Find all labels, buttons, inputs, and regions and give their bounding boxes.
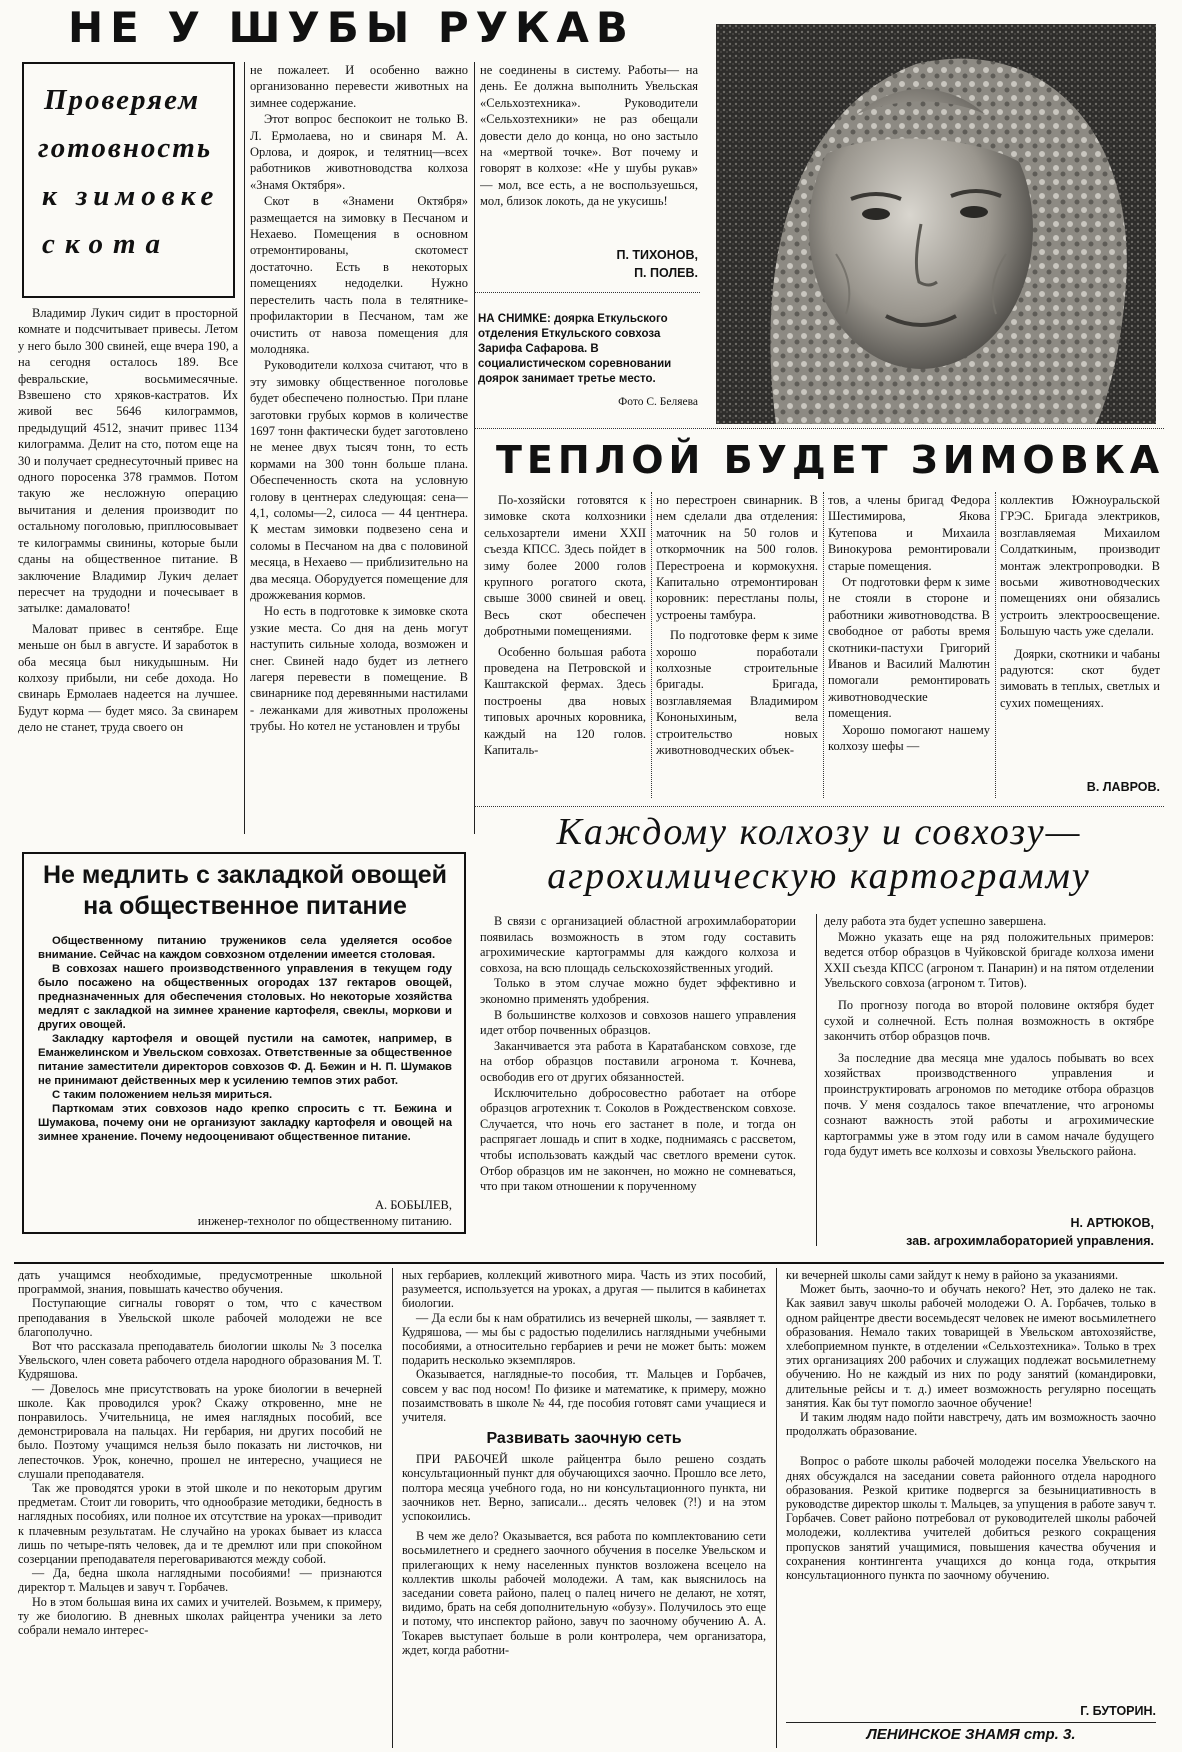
article2-column-4 (1000, 492, 1160, 782)
article4-paragraph: ПРИ РАБОЧЕЙ школе райцентра было решено создать консультационный пункт для обучающихся заочно. Прошло все лето, полтора месяца учебного года, но ни консультационного пункта, ни заочников нет. Верно, записали... десять человек (?!) и на этом успокоились. (402, 1452, 766, 1524)
page-footer: ЛЕНИНСКОЕ ЗНАМЯ стр. 3. (866, 1726, 1076, 1743)
photo-caption (478, 312, 700, 387)
article3-position: зав. агрохимлабораторией управления. (906, 1234, 1154, 1248)
article1-signature (560, 246, 698, 282)
headline-kartogramma-line-2: агрохимическую картограмму (547, 855, 1091, 897)
article4-paragraph: Может быть, заочно-то и обучать некого? Нет, это далеко не так. Как заявил завуч школы рабочей молодежи О. А. Горбачев, только в одном райцентре двести восемьдесят человек не имеют восьмилетнего образования. Немало таких товарищей в Увельском автохозяйстве, хлебоприемном пункте, в отделении «Сельхозтехника». Только в трех этих организациях 200 рабочих и служащих подлежат восьмилетнему обучению. Но не каждый из них по роду занятий (командировки, длительные рейсы и т. д.) имеет возможность регулярно посещать занятия. Как бы тут помогло заочное обучение! (786, 1282, 1156, 1410)
article4-paragraph: ных гербариев, коллекций животного мира. Часть из этих пособий, разумеется, используется на уроках, а другая — пылится в кабинетах биологии. (402, 1268, 766, 1311)
article3-paragraph: Можно указать еще на ряд положительных примеров: ведется отбор образцов в Чуйковской бригаде колхоза имени XXII съезда КПСС (агроном т. Панарин) и на пятом отделении Увельского совхоза (агроном т. Титов). (824, 929, 1154, 991)
article1-paragraph: Маловат привес в сентябре. Еще меньше он был в августе. И заработок в оба месяца был никудышным. Ни колхозу прибыли, ни себе дохода. Но свинарь Ермолаев надеется на лучшее. Будут корма — будет мясо. За свинарем дело не станет, труда своего он (18, 621, 238, 735)
article4-paragraph: дать учащимся необходимые, предусмотренные школьной программой, знания, повышать качество обучения. (18, 1268, 382, 1297)
article2-paragraph: Доярки, скотники и чабаны радуются: скот будет зимовать в теплых, светлых и сухих помещениях. (1000, 646, 1160, 710)
article4-paragraph: Вот что рассказала преподаватель биологии школы № 3 поселка Увельского, член совета рабочего отдела народного образования М. Т. Кудряшова. (18, 1339, 382, 1382)
article2-paragraph: От подготовки ферм к зиме не стояли в стороне и работники животноводства. В свободное от работы время скотники-пастухи Григорий Иванов и Василий Малютин помогали ремонтировать животноводческие помещения. (828, 575, 990, 721)
article1-paragraph: Скот в «Знамени Октября» размещается на зимовку в Песчаном и Нехаево. Помещения в основном отремонтированы, скотомест достаточно. Есть в некоторых помещениях недоделки. Нужно перестелить часть пола в телятнике-профилактории в Песчаном, там же очистить от навоза помещения для молодняка. (250, 194, 468, 356)
rubric-line-1: Проверяем (44, 84, 201, 116)
article1-paragraph: Но есть в подготовке к зимовке скота узкие места. Со дня на день могут наступить сильные холода, возможен и снег. Свиней надо будет из летнего лагеря перевести в помещение. В свинарнике под деревянными настилами - лежанками для животных проложены трубы. Но котел не установлен и трубы (250, 604, 468, 734)
article4-paragraph: — Да, бедна школа наглядными пособиями! — признаются директор т. Мальцев и завуч т. Горбачев. (18, 1566, 382, 1595)
vegetables-title: Не медлить с закладкой овощей на общественное питание (42, 861, 448, 920)
article4-signature: Г. БУТОРИН. (1080, 1704, 1156, 1718)
article1-paragraph: Этот вопрос беспокоит не только В. Л. Ермолаева, но и свинаря М. А. Орлова, и доярок, и телятниц—всех работников животноводства колхоза «Знамя Октября». (250, 112, 468, 192)
article4-paragraph: Поступающие сигналы говорят о том, что с качеством преподавания в Увельской школе рабочей молодежи не все благополучно. (18, 1296, 382, 1339)
vegetables-position: инженер-технолог по общественному питанию. (197, 1214, 452, 1228)
article2-paragraph: коллектив Южноуральской ГРЭС. Бригада электриков, возглавляемая Михаилом Солдаткиным, производит монтаж электропроводки. В восьми животноводческих помещениях они обязались устроить электроосвещение. Большую часть уже сделали. (1000, 493, 1160, 639)
article2-signature: В. ЛАВРОВ. (1086, 780, 1160, 794)
article1-column-2 (250, 62, 468, 834)
article4-paragraph: ки вечерней школы сами зайдут к нему в районо за указаниями. (786, 1268, 1119, 1282)
article2-paragraph: Особенно большая работа проведена на Петровской и Каштакской фермах. Здесь построены два новых типовых арочных коровника, каждый на 120 голов. Капиталь- (484, 644, 646, 758)
vegetables-paragraph: В совхозах нашего производственного управления в текущем году было посажено на общественных огородах 137 гектаров овощей, предназначенных для обеспечения столовых. Но некоторые хозяйства медлят с закладкой на зимнее хранение картофеля, свеклы, моркови и других овощей. (38, 963, 452, 1031)
article1-paragraph: не соединены в систему. Работы— на день. Ее должна выполнить Увельская «Сельхозтехника». Руководители «Сельхозтехники» не раз обещали довести дело до конца, но оно застыло на «мертвой точке». Вот почему и говорят в колхозе: «Не у шубы рукав» — мол, все есть, а не воспользуешься, мол, близок локоть, да не укусишь! (480, 63, 698, 209)
photo-milkmaid (716, 24, 1156, 424)
article2-column-3 (828, 492, 990, 802)
rubric-box (22, 62, 235, 298)
article4-paragraph: В чем же дело? Оказывается, вся работа по комплектованию сети восьмилетнего и среднего заочного обучения в поселке Увельском и прилегающих к нему населенных пунктов возложена всецело на коллектив школы рабочей молодежи. А там, как выяснилось на заседании совета районо, палец о палец ничего не делают, не хотят, видимо, брать на себя дополнительную «обузу». Получилось это еще и потому, что инспектор районо, завуч по заочному обучению А. А. Токарев выступает больше в роли контролера, чем организатора, ждет, когда работни- (402, 1529, 766, 1657)
headline-kartogramma (474, 810, 1164, 898)
article3-column-1 (480, 914, 796, 1252)
vegetables-box (22, 852, 466, 1234)
article4-paragraph: И таким людям надо пойти навстречу, дать им возможность заочно продолжать образование. (786, 1410, 1156, 1439)
article2-paragraph: Хорошо помогают нашему колхозу шефы — (828, 722, 990, 754)
signature-polev: П. ПОЛЕВ. (634, 266, 698, 280)
article4-paragraph: Оказывается, наглядные-то пособия, тт. Мальцев и Горбачев, совсем у вас под носом! По физике и математике, к примеру, можно позаимствовать в школе № 44, где пособия готовят сами учащиеся и учителя. (402, 1367, 766, 1425)
article1-paragraph: не пожалеет. И особенно важно организованно перевести животных на зимнее содержание. (250, 63, 468, 110)
article3-column-2 (824, 914, 1154, 1214)
article4-paragraph: Вопрос о работе школы рабочей молодежи поселка Увельского на днях обсуждался на заседании совета районного отдела народного образования. Резкой критике подвергся за безынициативность в руководстве директор школы т. Мальцев, за упущения в работе завуч т. Горбачев. Совет районо потребовал от руководителей школы рабочей молодежи, коллектива учителей добиться резкого сокращения пропусков занятий учащимися, повышения качества обучения и сохранения контингента учащихся до конца года, открытия консультационного пункта по заочному обучению. (786, 1454, 1156, 1583)
article4-paragraph: Но в этом большая вина их самих и учителей. Возьмем, к примеру, ту же биологию. В дневных школах райцентра ученики за лето собрали немало интерес- (18, 1594, 382, 1638)
article3-paragraph: В связи с организацией областной агрохимлаборатории появилась возможность в этом году составить агрохимические картограммы для каждого колхоза и совхоза, на всю площадь сельскохозяйственных угодий. (480, 914, 796, 975)
article4-paragraph: — Довелось мне присутствовать на уроке биологии в вечерней школе. Как проводился урок? Скажу откровенно, мне не понравилось. Учительница, не имея наглядных пособий, все демонстрировала на пальцах. Ни гербария, ни других пособий не было. Поэтому учащимся нельзя было показать ни листочков, ни лепесточков. Урок, конечно, прошел не интересно, учащиеся не слушали преподавателя. (18, 1381, 382, 1481)
rubric-line-3: к зимовке (42, 180, 220, 212)
article1-paragraph: Владимир Лукич сидит в просторной комнате и подсчитывает привесы. Летом у него было 300 свиней, еще вчера 190, а на сегодня осталось 189. Все февральские, восьмимесячные. Взвешено сто хряков-кастратов. Их живой вес 5646 килограммов, предыдущий 4512, значит привес 1134 килограмма. Делит на сто, потом еще на 30 и получает среднесуточный привес на одного поросенка 378 граммов. Потом такую же несложную операцию вычитания и деления производит по остальному поголовью, приплюсовывает те килограммы свинины, которые были сданы на общественное питание. В заключение Владимир Лукич делает пересчет на трудодни и почесывает в затылке: дамаловато! (18, 306, 238, 616)
headline-kartogramma-line-1: Каждому колхозу и совхозу— (556, 811, 1082, 853)
article4-column-1 (18, 1268, 382, 1748)
article3-paragraph: делу работа эта будет успешно завершена. (824, 914, 1047, 928)
article1-paragraph: Руководители колхоза считают, что в эту зимовку общественное поголовье будет обеспечено полностью. При плане заготовки грубых кормов в количестве 1697 тонн фактически будет заготовлено не менее двух тысяч тонн, то есть кормами на 300 тонн больше плана. Обеспеченность скота на условную голову в центнерах следующая: сена—4,1, соломы—2, силоса — 44 центнера. К местам зимовки подвезено сена и соломы в Песчаном на два с половиной месяца, в Нехаево — приблизительно на два месяца. Оборудуется помещение для дрожжевания кормов. (250, 358, 468, 602)
article3-paragraph: Исключительно добросовестно работает на отборе образцов агротехник т. Соколов в Рождественском совхозе. Случается, что ночь его застанет в поле, и тогда он распрягает лошадь и спит в ходке, поднимаясь с рассветом, чтобы использовать каждый час светлого времени суток. Отбор образцов им не закончен, но можно не сомневаться, что при таком отношении к порученному (480, 1085, 796, 1194)
article3-paragraph: Только в этом случае можно будет эффективно и экономно применять удобрения. (480, 976, 796, 1006)
photo-caption-text: доярка Еткульского отделения Еткульского совхоза Зарифа Сафарова. В социалистическом соревновании доярок занимает третье место. (478, 313, 672, 385)
article4-column-3 (786, 1268, 1156, 1708)
photo-credit: Фото С. Беляева (618, 396, 698, 408)
article3-paragraph: За последние два месяца мне удалось побывать во всех хозяйствах производственного управления и проинструктировать агрономов по методике отбора образцов почв. У меня создалось такое впечатление, что агрономы сознают важность этой работы и агрохимические картограммы уже в этом году или в самом начале будущего года будут иметь все колхозы и совхозы Увельского района. (824, 1050, 1154, 1159)
article2-column-1 (484, 492, 646, 802)
article2-paragraph: По-хозяйски готовятся к зимовке скота колхозники сельхозартели имени XXII съезда КПСС. Здесь пойдет в зиму более 2000 голов крупного рогатого скота, свыше 3000 свиней и овец. Весь скот обеспечен добротными помещениями. (484, 493, 646, 639)
article4-paragraph: — Да если бы к нам обратились из вечерней школы, — заявляет т. Кудряшова, — мы бы с радостью поделились наглядными учебными пособиями, а относительно гербариев и речи не может быть: можем подарить несколько экземпляров. (402, 1310, 766, 1368)
article3-signature: Н. АРТЮКОВ, (1070, 1216, 1154, 1230)
article3-paragraph: Заканчивается эта работа в Каратабанском совхозе, где на отбор образцов поставили агронома т. Кочнева, освободив его от других обязанностей. (480, 1038, 796, 1084)
rubric-line-4: скота (42, 228, 171, 260)
headline-teploy-budet-zimovka: ТЕПЛОЙ БУДЕТ ЗИМОВКА (496, 438, 1165, 482)
article2-column-2 (656, 492, 818, 802)
signature-tikhonov: П. ТИХОНОВ, (616, 248, 698, 262)
vegetables-paragraph: Закладку картофеля и овощей пустили на самотек, например, в Еманжелинском и Увельском совхозах. Ответственные за общественное питание заместители директоров совхозов Ф. Д. Бежин и Н. П. Шумаков не принимают действенных мер к усилению темпов этих работ. (38, 1033, 452, 1087)
vegetables-paragraph: С таким положением нельзя мириться. (52, 1089, 273, 1101)
article4-subhead: Развивать заочную сеть (486, 1430, 682, 1448)
photo-caption-lead: НА СНИМКЕ: (478, 313, 551, 325)
article1-column-1 (18, 305, 238, 835)
article4-column-2 (402, 1268, 766, 1748)
vegetables-paragraph: Общественному питанию тружеников села уделяется особое внимание. Сейчас на каждом совхозном отделении имеется столовая. (38, 935, 452, 961)
article3-paragraph: В большинстве колхозов и совхозов нашего управления идет отбор почвенных образцов. (480, 1007, 796, 1038)
article2-paragraph: но перестроен свинарник. В нем сделали два отделения: маточник на 50 голов и откормочник на 500 голов. Перестроена и кормокухня. Капитально отремонтирован коровник: перестланы полы, устроены тамбура. (656, 493, 818, 622)
photo-milkmaid-image (716, 24, 1156, 424)
headline-ne-u-shuby-rukav: НЕ У ШУБЫ РУКАВ (68, 3, 635, 52)
article1-column-3 (480, 62, 698, 252)
article4-paragraph: Так же проводятся уроки в этой школе и по некоторым другим предметам. Стоит ли говорить, что однообразие методики, бедность в наглядных пособиях, или полное их отсутствие на уроках—приводит к плачевным результатам. Не случайно на уроках бывает из класса лишь по четыре-пять человек, да и те дремлют или при спокойном созерцании преподавателя переговариваются между собой. (18, 1481, 382, 1567)
article3-paragraph: По прогнозу погода во второй половине октября будет сухой и солнечной. Есть полная возможность в октябре закончить отбор образцов почв. (824, 997, 1154, 1044)
rubric-line-2: готовность (38, 132, 213, 164)
article2-paragraph: По подготовке ферм к зиме хорошо поработали колхозные строительные бригады. Бригада, возглавляемая Владимиром Кононыхиным, вела строительство новых животноводческих объек- (656, 628, 818, 758)
article2-paragraph: тов, а члены бригад Федора Шестимирова, Якова Кутепова и Михаила Винокурова ремонтировали старые помещения. (828, 493, 990, 573)
vegetables-paragraph: Парткомам этих совхозов надо крепко спросить с тт. Бежина и Шумакова, почему они не организуют закладку картофеля и овощей на зимнее хранение. Почему недооценивают общественное питание. (38, 1103, 452, 1143)
vegetables-signature: А. БОБЫЛЕВ, (374, 1198, 452, 1212)
